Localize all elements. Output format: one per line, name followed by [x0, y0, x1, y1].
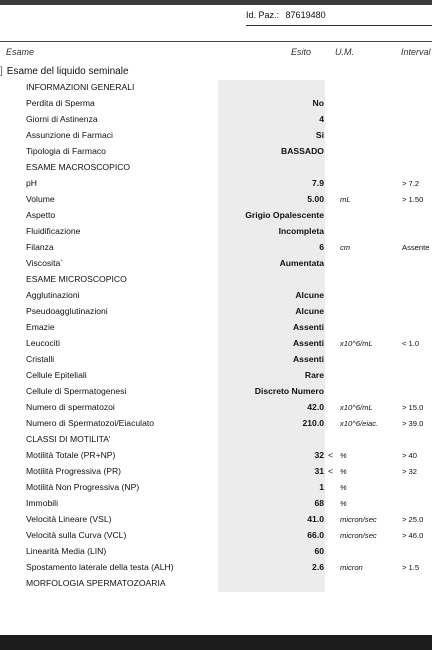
row-name: Giorni di Astinenza — [26, 114, 98, 124]
bottom-bar — [0, 635, 432, 650]
row-name: ESAME MACROSCOPICO — [26, 162, 131, 172]
table-row — [0, 560, 432, 576]
row-reference: > 1.50 — [402, 195, 424, 204]
table-row — [0, 432, 432, 448]
table-row — [0, 384, 432, 400]
table-row — [0, 256, 432, 272]
row-reference: > 46.0 — [402, 531, 424, 540]
row-name: Cellule di Spermatogenesi — [26, 386, 127, 396]
table-row — [0, 80, 432, 96]
row-reference: < 1.0 — [402, 339, 420, 348]
section-title-text: Esame del liquido seminale — [6, 66, 129, 77]
row-name: Numero di Spermatozoi/Eiaculato — [26, 418, 155, 428]
row-flag: < — [328, 466, 334, 476]
column-header-interval: Interval — [401, 47, 431, 57]
row-name: Velocità Lineare (VSL) — [26, 514, 112, 524]
table-row — [0, 480, 432, 496]
top-bar — [0, 0, 432, 5]
table-row — [0, 496, 432, 512]
table-row — [0, 368, 432, 384]
row-value: Aumentata — [279, 258, 324, 268]
row-reference: > 1.5 — [402, 563, 420, 572]
row-reference: > 25.0 — [402, 515, 424, 524]
table-row — [0, 176, 432, 192]
row-name: Leucociti — [26, 338, 60, 348]
table-row — [0, 512, 432, 528]
row-unit: x10^6/mL — [340, 403, 373, 412]
row-value: Grigio Opalescente — [245, 210, 324, 220]
row-name: CLASSI DI MOTILITA' — [26, 434, 111, 444]
table-row — [0, 304, 432, 320]
row-name: Linearità Media (LIN) — [26, 546, 107, 556]
row-value: Alcune — [295, 290, 324, 300]
row-name: Tipologia di Farmaco — [26, 146, 106, 156]
row-reference: Assente — [402, 243, 430, 252]
section-bracket: ] — [0, 66, 3, 77]
row-name: Fluidificazione — [26, 226, 81, 236]
table-row — [0, 288, 432, 304]
results-table — [0, 80, 432, 592]
row-value: 1 — [319, 482, 324, 492]
row-value: Assenti — [292, 338, 324, 348]
row-unit: % — [340, 467, 347, 476]
patient-id-label: Id. Paz.: — [246, 10, 280, 20]
row-name: Pseudoagglutinazioni — [26, 306, 108, 316]
row-name: Agglutinazioni — [26, 290, 80, 300]
table-row — [0, 112, 432, 128]
row-value: BASSADO — [281, 146, 324, 156]
row-name: Velocità sulla Curva (VCL) — [26, 530, 127, 540]
row-name: Motilità Progressiva (PR) — [26, 466, 122, 476]
patient-id-rule — [246, 25, 432, 26]
row-unit: cm — [340, 243, 351, 252]
row-flag: < — [328, 450, 334, 460]
row-unit: micron/sec — [340, 515, 377, 524]
row-reference: > 32 — [402, 467, 417, 476]
row-name: Volume — [26, 194, 55, 204]
table-row — [0, 416, 432, 432]
row-value: 6 — [319, 242, 324, 252]
row-unit: mL — [340, 195, 351, 204]
table-row — [0, 144, 432, 160]
table-row — [0, 464, 432, 480]
table-row — [0, 400, 432, 416]
row-reference: > 7.2 — [402, 179, 420, 188]
row-name: Emazie — [26, 322, 55, 332]
row-reference: > 40 — [402, 451, 417, 460]
row-value: Discreto Numero — [254, 386, 324, 396]
row-value: 7.9 — [312, 178, 324, 188]
row-name: Cristalli — [26, 354, 55, 364]
row-value: 42.0 — [307, 402, 324, 412]
table-row — [0, 336, 432, 352]
row-unit: micron/sec — [340, 531, 377, 540]
row-value: No — [312, 98, 324, 108]
row-name: Cellule Epiteliali — [26, 370, 87, 380]
table-row — [0, 448, 432, 464]
row-name: Spostamento laterale della testa (ALH) — [26, 562, 174, 572]
row-name: Assunzione di Farmaci — [26, 130, 113, 140]
row-value: Incompleta — [278, 226, 324, 236]
row-unit: x10^6/mL — [340, 339, 373, 348]
row-reference: > 15.0 — [402, 403, 424, 412]
table-row — [0, 208, 432, 224]
row-value: Alcune — [295, 306, 324, 316]
patient-id-value: 87619480 — [285, 10, 326, 20]
row-name: ESAME MICROSCOPICO — [26, 274, 127, 284]
row-name: Numero di spermatozoi — [26, 402, 115, 412]
row-value: 66.0 — [307, 530, 324, 540]
table-row — [0, 192, 432, 208]
row-name: Filanza — [26, 242, 54, 252]
row-name: Aspetto — [26, 210, 56, 220]
row-name: Immobili — [26, 498, 58, 508]
row-name: Motilità Totale (PR+NP) — [26, 450, 116, 460]
section-title — [0, 66, 129, 77]
row-value: 4 — [319, 114, 324, 124]
table-row — [0, 224, 432, 240]
row-unit: % — [340, 483, 347, 492]
row-value: Assenti — [292, 354, 324, 364]
column-header-result: Esito — [291, 47, 312, 57]
row-name: Viscosita` — [26, 258, 64, 268]
table-row — [0, 128, 432, 144]
row-name: pH — [26, 178, 37, 188]
row-unit: % — [340, 451, 347, 460]
table-row — [0, 352, 432, 368]
table-row — [0, 160, 432, 176]
table-row — [0, 96, 432, 112]
row-reference: > 39.0 — [402, 419, 424, 428]
row-value: 5.00 — [307, 194, 324, 204]
row-value: 31 — [314, 466, 324, 476]
row-value: 32 — [314, 450, 324, 460]
patient-id-line — [246, 10, 326, 20]
header-rule — [0, 41, 432, 42]
column-header-unit: U.M. — [335, 47, 354, 57]
row-value: 2.6 — [312, 562, 324, 572]
row-name: INFORMAZIONI GENERALI — [26, 82, 135, 92]
table-row — [0, 240, 432, 256]
row-value: 210.0 — [302, 418, 324, 428]
row-name: MORFOLOGIA SPERMATOZOARIA — [26, 578, 166, 588]
row-value: Si — [315, 130, 324, 140]
row-value: Rare — [304, 370, 324, 380]
table-row — [0, 272, 432, 288]
table-row — [0, 576, 432, 592]
row-value: 68 — [314, 498, 324, 508]
row-unit: x10^6/eiac. — [340, 419, 379, 428]
row-value: 41.0 — [307, 514, 324, 524]
column-header-exam: Esame — [6, 47, 35, 57]
row-unit: % — [340, 499, 347, 508]
row-unit: micron — [340, 563, 363, 572]
row-value: Assenti — [292, 322, 324, 332]
table-row — [0, 528, 432, 544]
row-name: Perdita di Sperma — [26, 98, 95, 108]
row-value: 60 — [314, 546, 324, 556]
row-name: Motilità Non Progressiva (NP) — [26, 482, 140, 492]
table-row — [0, 320, 432, 336]
table-row — [0, 544, 432, 560]
